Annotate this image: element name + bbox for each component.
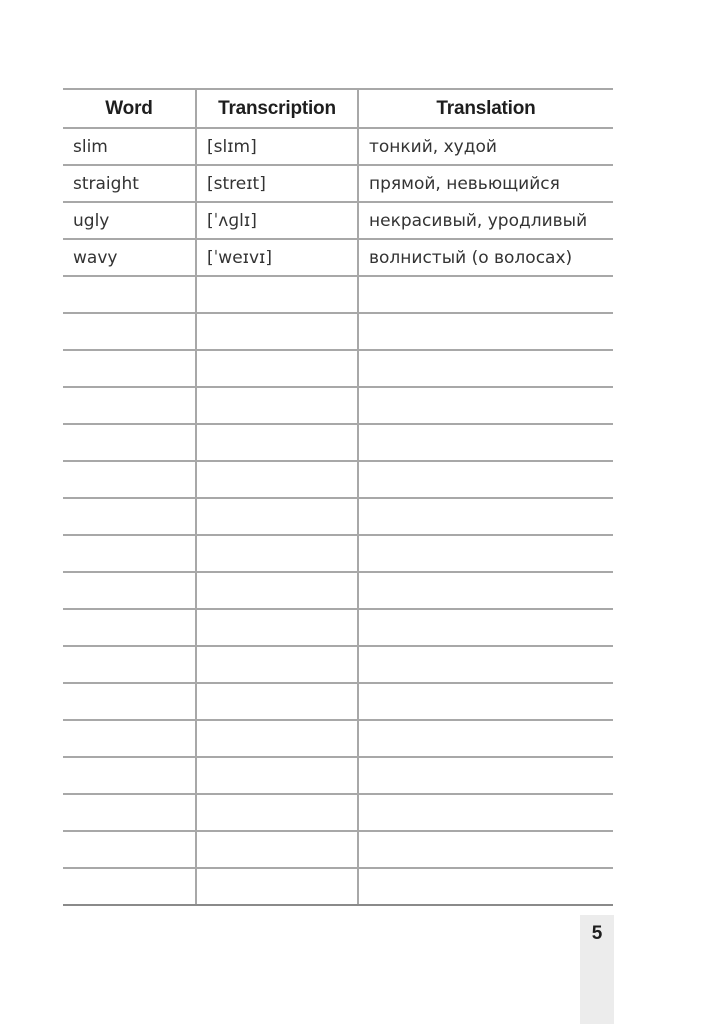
word-cell: straight — [63, 165, 196, 202]
blank-word-cell — [63, 757, 196, 794]
blank-word-cell — [63, 535, 196, 572]
blank-translation-cell — [358, 350, 613, 387]
blank-row — [63, 313, 613, 350]
column-header-word: Word — [63, 89, 196, 128]
table-row — [63, 239, 613, 276]
translation-cell: прямой, невьющийся — [358, 165, 613, 202]
blank-row — [63, 276, 613, 313]
blank-word-cell — [63, 424, 196, 461]
header-row — [63, 89, 613, 128]
transcription-cell: [slɪm] — [196, 128, 358, 165]
blank-row — [63, 794, 613, 831]
blank-row — [63, 424, 613, 461]
blank-transcription-cell — [196, 387, 358, 424]
blank-translation-cell — [358, 831, 613, 868]
blank-row — [63, 646, 613, 683]
page-number-tab — [580, 915, 614, 1024]
blank-translation-cell — [358, 313, 613, 350]
blank-word-cell — [63, 794, 196, 831]
blank-translation-cell — [358, 498, 613, 535]
blank-word-cell — [63, 461, 196, 498]
blank-row — [63, 609, 613, 646]
blank-transcription-cell — [196, 868, 358, 905]
blank-word-cell — [63, 572, 196, 609]
transcription-cell: [ˈʌɡlɪ] — [196, 202, 358, 239]
translation-cell: волнистый (о волосах) — [358, 239, 613, 276]
blank-row — [63, 868, 613, 905]
translation-cell: тонкий, худой — [358, 128, 613, 165]
blank-translation-cell — [358, 387, 613, 424]
blank-row — [63, 683, 613, 720]
table-row — [63, 202, 613, 239]
blank-row — [63, 461, 613, 498]
column-header-transcription: Transcription — [196, 89, 358, 128]
blank-row — [63, 720, 613, 757]
word-cell: ugly — [63, 202, 196, 239]
blank-row — [63, 498, 613, 535]
blank-row — [63, 572, 613, 609]
blank-transcription-cell — [196, 757, 358, 794]
blank-word-cell — [63, 498, 196, 535]
blank-word-cell — [63, 683, 196, 720]
blank-translation-cell — [358, 276, 613, 313]
blank-translation-cell — [358, 461, 613, 498]
blank-transcription-cell — [196, 683, 358, 720]
blank-transcription-cell — [196, 572, 358, 609]
table-row — [63, 128, 613, 165]
blank-translation-cell — [358, 535, 613, 572]
blank-transcription-cell — [196, 720, 358, 757]
vocabulary-table — [63, 88, 613, 906]
transcription-cell: [streɪt] — [196, 165, 358, 202]
blank-row — [63, 350, 613, 387]
blank-translation-cell — [358, 609, 613, 646]
blank-transcription-cell — [196, 609, 358, 646]
translation-cell: некрасивый, уродливый — [358, 202, 613, 239]
blank-translation-cell — [358, 424, 613, 461]
blank-transcription-cell — [196, 498, 358, 535]
word-cell: slim — [63, 128, 196, 165]
word-cell: wavy — [63, 239, 196, 276]
blank-row — [63, 535, 613, 572]
blank-transcription-cell — [196, 646, 358, 683]
blank-word-cell — [63, 609, 196, 646]
blank-word-cell — [63, 720, 196, 757]
blank-word-cell — [63, 868, 196, 905]
blank-word-cell — [63, 831, 196, 868]
column-header-translation: Translation — [358, 89, 613, 128]
blank-word-cell — [63, 276, 196, 313]
blank-row — [63, 387, 613, 424]
blank-word-cell — [63, 387, 196, 424]
page-number: 5 — [591, 923, 603, 944]
blank-transcription-cell — [196, 535, 358, 572]
blank-translation-cell — [358, 720, 613, 757]
blank-word-cell — [63, 646, 196, 683]
blank-transcription-cell — [196, 313, 358, 350]
blank-translation-cell — [358, 683, 613, 720]
blank-translation-cell — [358, 868, 613, 905]
blank-word-cell — [63, 313, 196, 350]
transcription-cell: [ˈweɪvɪ] — [196, 239, 358, 276]
blank-word-cell — [63, 350, 196, 387]
blank-row — [63, 831, 613, 868]
blank-translation-cell — [358, 794, 613, 831]
blank-translation-cell — [358, 646, 613, 683]
blank-transcription-cell — [196, 424, 358, 461]
blank-transcription-cell — [196, 276, 358, 313]
blank-transcription-cell — [196, 794, 358, 831]
blank-row — [63, 757, 613, 794]
blank-transcription-cell — [196, 350, 358, 387]
blank-translation-cell — [358, 757, 613, 794]
blank-transcription-cell — [196, 461, 358, 498]
blank-transcription-cell — [196, 831, 358, 868]
blank-translation-cell — [358, 572, 613, 609]
table-row — [63, 165, 613, 202]
